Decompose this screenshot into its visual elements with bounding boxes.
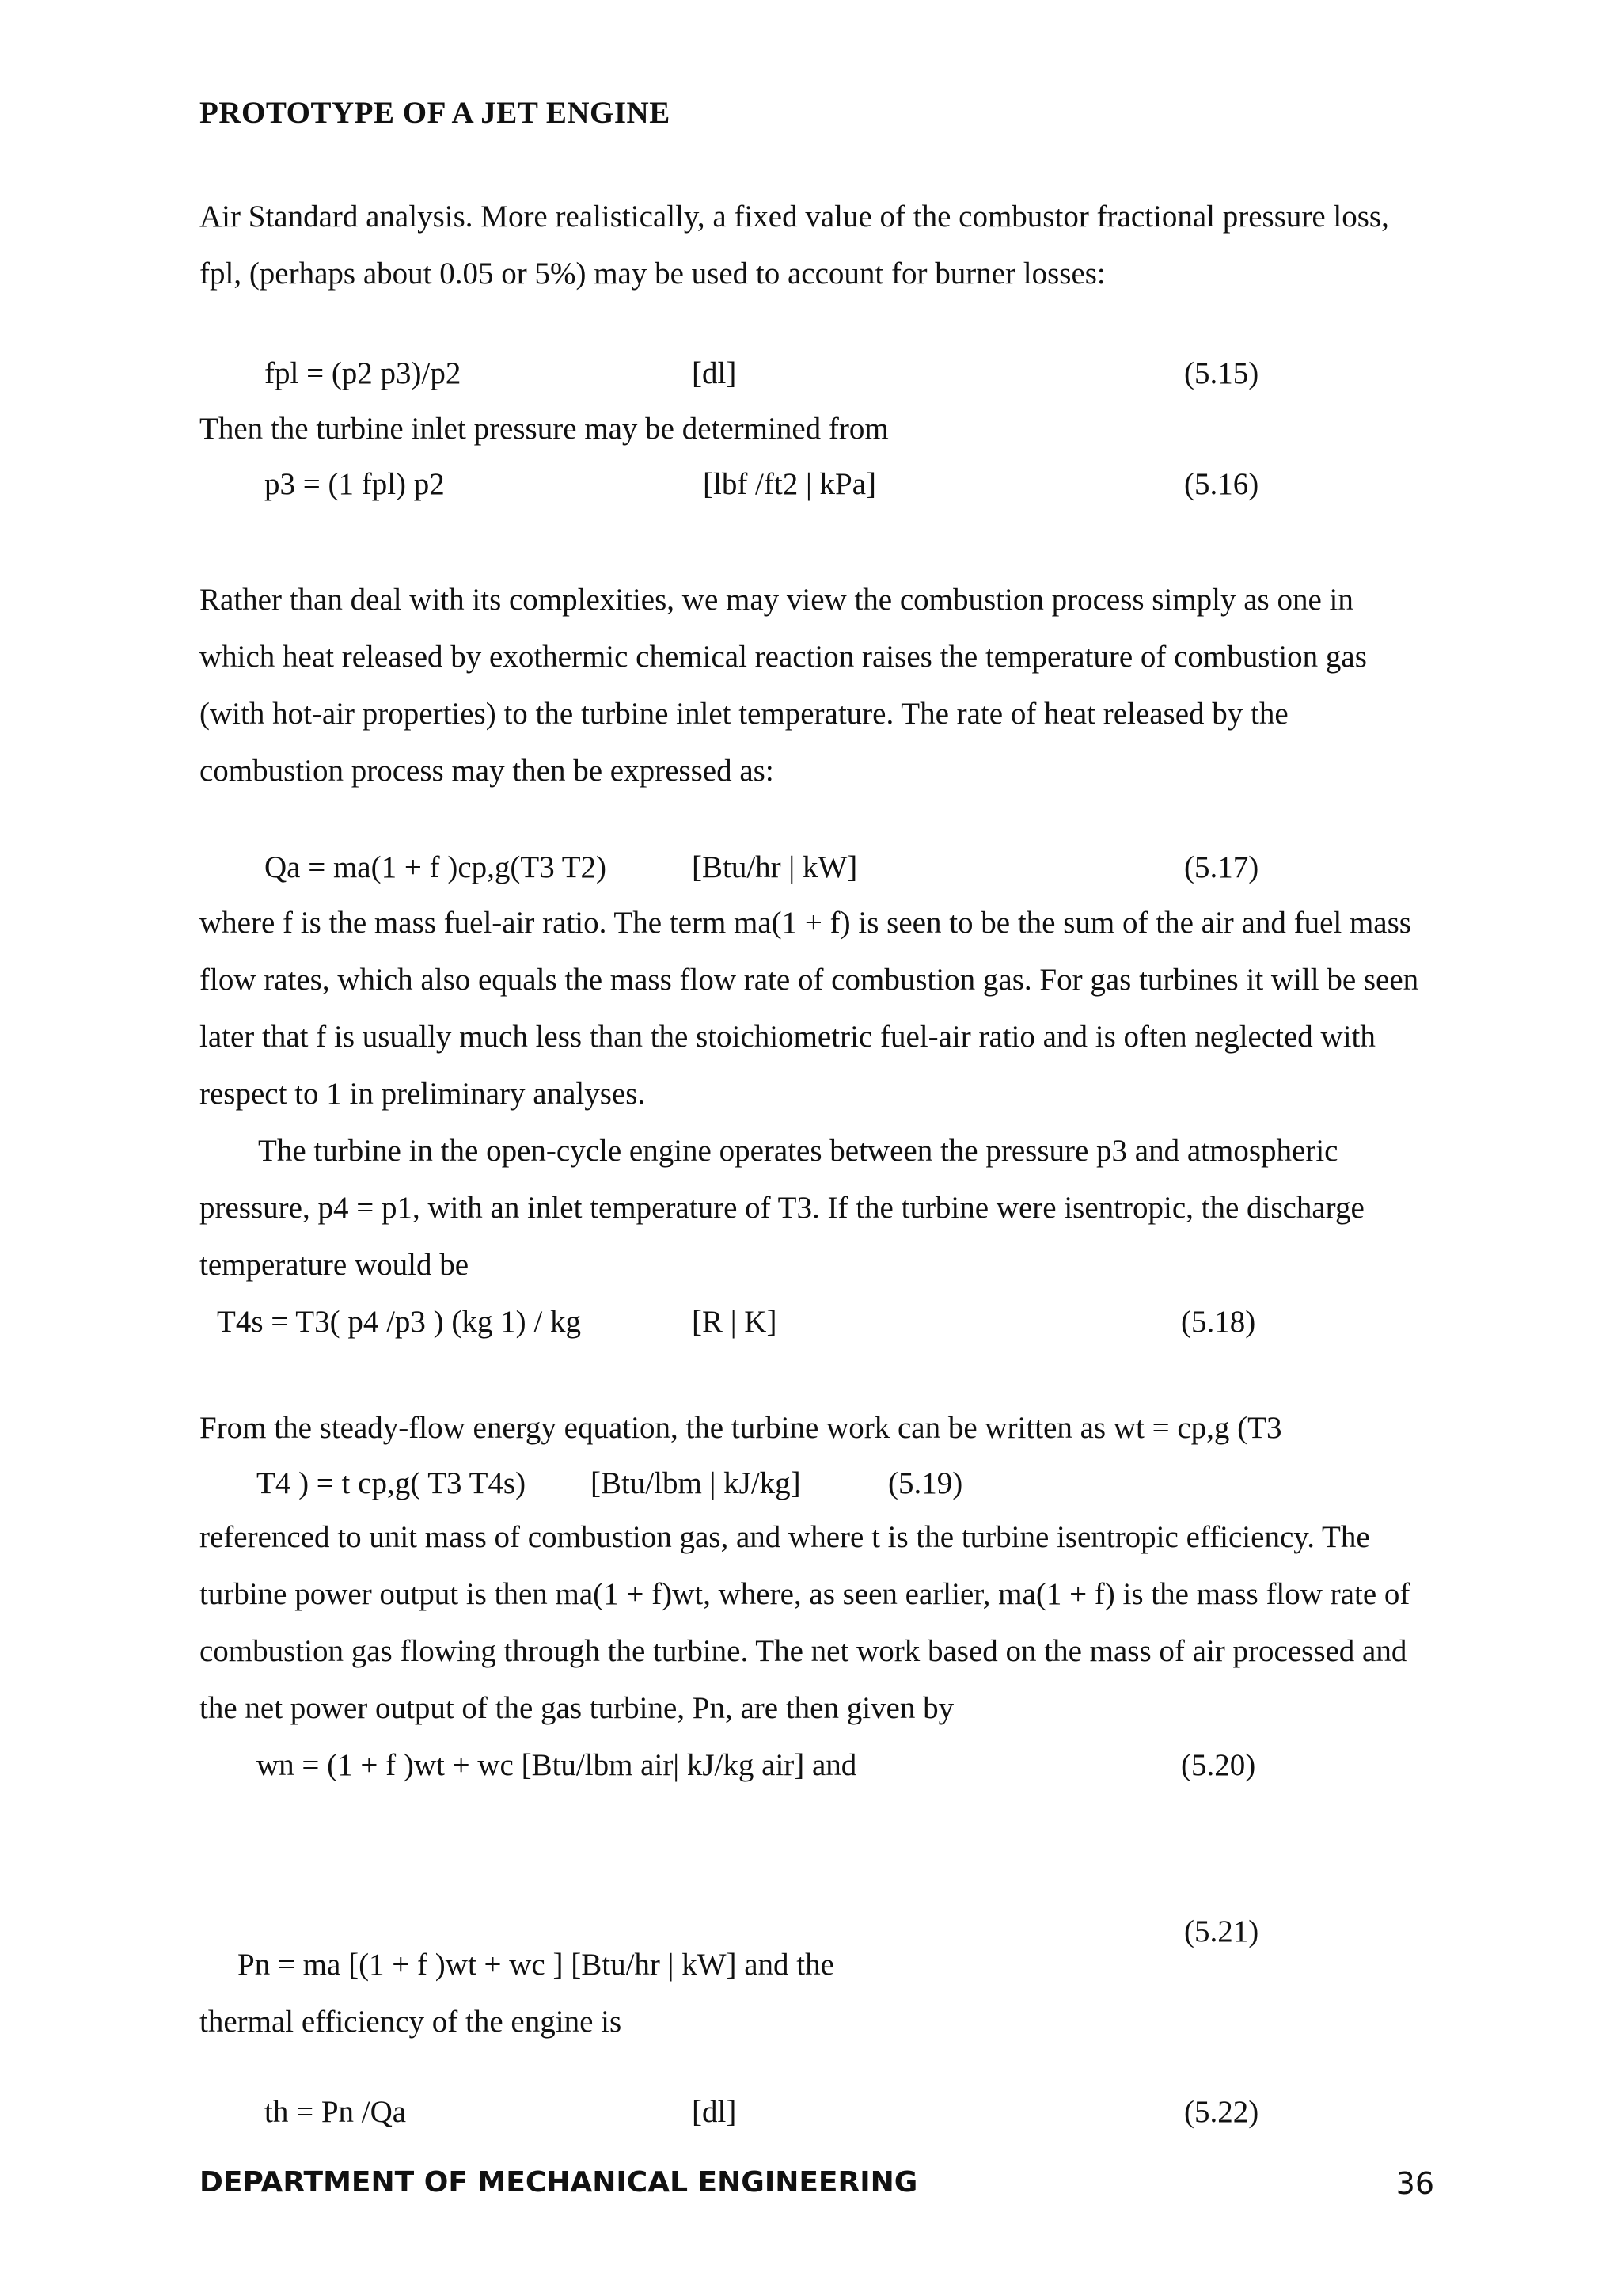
page-header: PROTOTYPE OF A JET ENGINE: [199, 96, 670, 130]
equation-lhs: th = Pn /Qa: [264, 2095, 407, 2129]
equation-number: (5.15): [1184, 356, 1259, 390]
paragraph-air-standard: Air Standard analysis. More realistically, a fixed value of the combustor fractional pressure loss, fpl, (perhaps about 0.05 or 5%) may be used to account for burner losses:: [199, 200, 1389, 291]
equation-lhs: T4s = T3( p4 /p3 ) (kg 1) / kg: [217, 1305, 581, 1339]
footer-department: DEPARTMENT OF MECHANICAL ENGINEERING: [199, 2166, 918, 2199]
equation-units: [Btu/lbm | kJ/kg]: [590, 1466, 801, 1500]
equation-units: [R | K]: [692, 1305, 777, 1339]
equation-lhs: Pn = ma [(1 + f )wt + wc ] [Btu/hr | kW] and the: [237, 1948, 834, 1982]
paragraph-thermal-efficiency: thermal efficiency of the engine is: [199, 2005, 622, 2039]
paragraph-turbine: The turbine in the open-cycle engine operates between the pressure p3 and atmospheric pressure, p4 = p1, with an inlet temperature of T3. If the turbine were isentropic, the discharge temperature would be: [199, 1134, 1365, 1282]
equation-number: (5.20): [1181, 1748, 1256, 1782]
equation-units: [Btu/hr | kW]: [692, 850, 858, 884]
equation-number: (5.22): [1184, 2095, 1259, 2129]
equation-lhs: T4 ) = t cp,g( T3 T4s): [256, 1466, 526, 1500]
equation-5-18: [199, 1298, 1434, 1346]
equation-units: [lbf /ft2 | kPa]: [703, 467, 877, 501]
page-footer: [199, 2166, 1434, 2199]
equation-5-22: [199, 2089, 1434, 2136]
equation-5-15: [199, 350, 1434, 397]
paragraph-fuel-air-ratio: where f is the mass fuel-air ratio. The term ma(1 + f) is seen to be the sum of the air and fuel mass flow rates, which also equals the mass flow rate of combustion gas. For gas turbines it will be seen later that f is usually much less than the stoichiometric fuel-air ratio and is often neglected with respect to 1 in preliminary analyses.: [199, 906, 1419, 1111]
equation-number: (5.18): [1181, 1305, 1256, 1339]
equation-lhs: p3 = (1 fpl) p2: [264, 467, 445, 501]
paragraph-turbine-inlet: Then the turbine inlet pressure may be determined from: [199, 412, 889, 446]
equation-lhs: wn = (1 + f )wt + wc [Btu/lbm air| kJ/kg air] and: [256, 1748, 857, 1782]
page-number: 36: [1395, 2166, 1434, 2201]
equation-5-21: [199, 1941, 1434, 1989]
equation-number: (5.19): [888, 1466, 963, 1500]
equation-number: (5.21): [1184, 1914, 1259, 1948]
equation-number: (5.17): [1184, 850, 1259, 884]
paragraph-energy-equation: From the steady-flow energy equation, the turbine work can be written as wt = cp,g (T3: [199, 1411, 1282, 1445]
equation-5-19: [199, 1460, 1434, 1507]
equation-units: [dl]: [692, 356, 737, 390]
paragraph-combustion: Rather than deal with its complexities, we may view the combustion process simply as one in which heat released by exothermic chemical reaction raises the temperature of combustion gas (with hot-air properties) to the turbine inlet temperature. The rate of heat released by the combustion process may then be expressed as:: [199, 583, 1367, 788]
equation-5-20: [199, 1742, 1434, 1789]
equation-number: (5.16): [1184, 467, 1259, 501]
equation-5-16: [199, 461, 1434, 508]
paragraph-net-work: referenced to unit mass of combustion gas, and where t is the turbine isentropic efficiency. The turbine power output is then ma(1 + f)wt, where, as seen earlier, ma(1 + f) is the mass flow rate of combustion gas flowing through the turbine. The net work based on the mass of air processed and the net power output of the gas turbine, Pn, are then given by: [199, 1520, 1410, 1725]
equation-lhs: Qa = ma(1 + f )cp,g(T3 T2): [264, 850, 607, 884]
equation-lhs: fpl = (p2 p3)/p2: [264, 356, 461, 390]
equation-units: [dl]: [692, 2095, 737, 2129]
equation-5-17: [199, 844, 1434, 891]
